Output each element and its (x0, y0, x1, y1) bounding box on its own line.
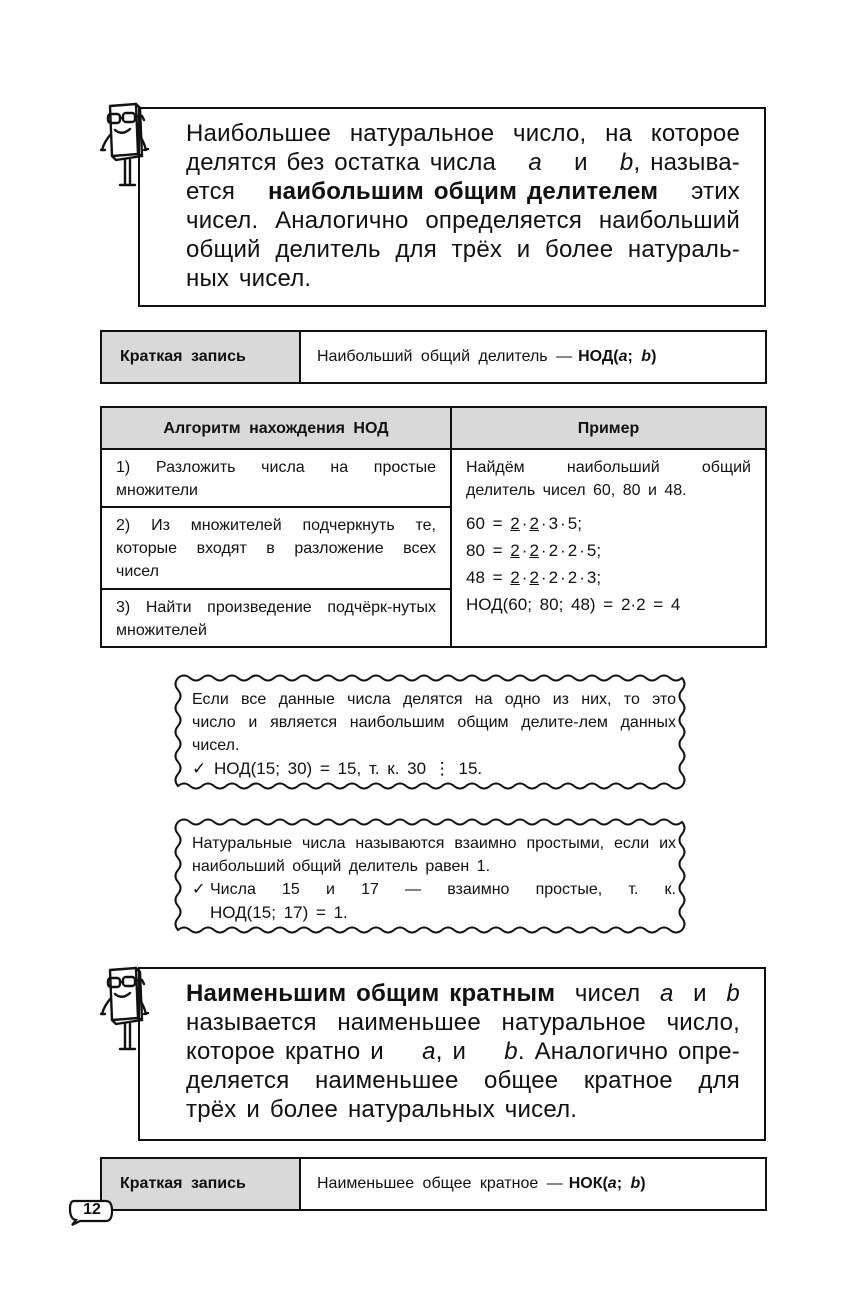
factorization-60: 60 = 2 · 2 · 3 · 5; (466, 514, 582, 533)
note-example: ✓ НОД(15; 30) = 15, т. к. 30 ⋮ 15. (192, 759, 483, 778)
gcd-short-record (100, 330, 767, 384)
divisible-note-box (172, 670, 696, 798)
gcd-definition-line: Наибольшее натуральное число, на которое (186, 120, 740, 147)
table-row (101, 449, 766, 507)
algorithm-header: Алгоритм нахождения НОД (101, 407, 451, 449)
gcd-result: НОД(60; 80; 48) = 2·2 = 4 (466, 595, 681, 614)
example-cell (451, 449, 766, 647)
short-record-value: Наименьшее общее кратное — НОК(a; b) (317, 1175, 646, 1192)
variable-b: b (619, 149, 634, 176)
note-example: ✓ Числа 15 и 17 — взаимно простые, т. к. (192, 878, 676, 901)
gcd-definition-line: ных чисел. (186, 265, 312, 292)
short-record-label: Краткая запись (102, 1159, 301, 1209)
table-header-row (101, 407, 766, 449)
gcd-definition-line: делятся без остатка числа a и b, называ- (186, 149, 740, 176)
algorithm-step: 3) Найти произведение подчёрк-нутых множителей (101, 589, 451, 647)
note-text: Натуральные числа называются взаимно простыми, если их наибольший общий делитель равен 1. (192, 835, 676, 875)
variable-a: a (659, 980, 674, 1007)
example-intro: Найдём наибольший общий делитель чисел 60, 80 и 48. (466, 459, 751, 499)
lcm-definition-line: которое кратно и a, и b. Аналогично опре- (186, 1038, 740, 1065)
algorithm-step: 2) Из множителей подчеркнуть те, которые входят в разложение всех чисел (101, 507, 451, 589)
checkmark-icon: ✓ (192, 881, 206, 898)
short-record-value: Наибольший общий делитель — НОД(a; b) (317, 348, 657, 365)
lcm-definition-line: трёх и более натуральных чисел. (186, 1096, 578, 1123)
lcm-definition-line: деляется наименьшее общее кратное для (186, 1067, 740, 1094)
short-record-label: Краткая запись (102, 332, 301, 382)
gcd-definition-line: чисел. Аналогично определяется наибольший (186, 207, 740, 234)
lcm-short-record (100, 1157, 767, 1211)
variable-a: a (528, 149, 542, 176)
lcm-definition-box (138, 967, 766, 1141)
gcd-term: наибольшим общим делителем (267, 178, 659, 205)
gcd-definition-line: ется наибольшим общим делителем этих (186, 178, 740, 205)
note-text: Если все данные числа делятся на одно из них, то это число и является наибольшим общим делите-лем данных чисел. (192, 691, 676, 754)
coprime-note-box (172, 814, 696, 940)
gcd-notation: НОД(a; b) (578, 348, 657, 365)
lcm-definition-line: называется наименьшее натуральное число, (186, 1009, 740, 1036)
factorization-80: 80 = 2 · 2 · 2 · 2 · 5; (466, 541, 602, 560)
example-header: Пример (451, 407, 766, 449)
lcm-notation: НОК(a; b) (568, 1175, 646, 1192)
note-example-cont: НОД(15; 17) = 1. (210, 903, 348, 922)
page-number-badge: 12 (70, 1199, 116, 1225)
lcm-definition-line: Наименьшим общим кратным чисел a и b (186, 980, 740, 1007)
gcd-definition-line: общий делитель для трёх и более натураль- (186, 236, 740, 263)
factorization-48: 48 = 2 · 2 · 2 · 2 · 3; (466, 568, 602, 587)
variable-b: b (726, 980, 740, 1007)
checkmark-icon: ✓ (192, 759, 207, 778)
lcm-term: Наименьшим общим кратным (186, 980, 556, 1007)
gcd-definition-box (138, 107, 766, 307)
gcd-algorithm-table (100, 406, 767, 648)
algorithm-step: 1) Разложить числа на простые множители (101, 449, 451, 507)
